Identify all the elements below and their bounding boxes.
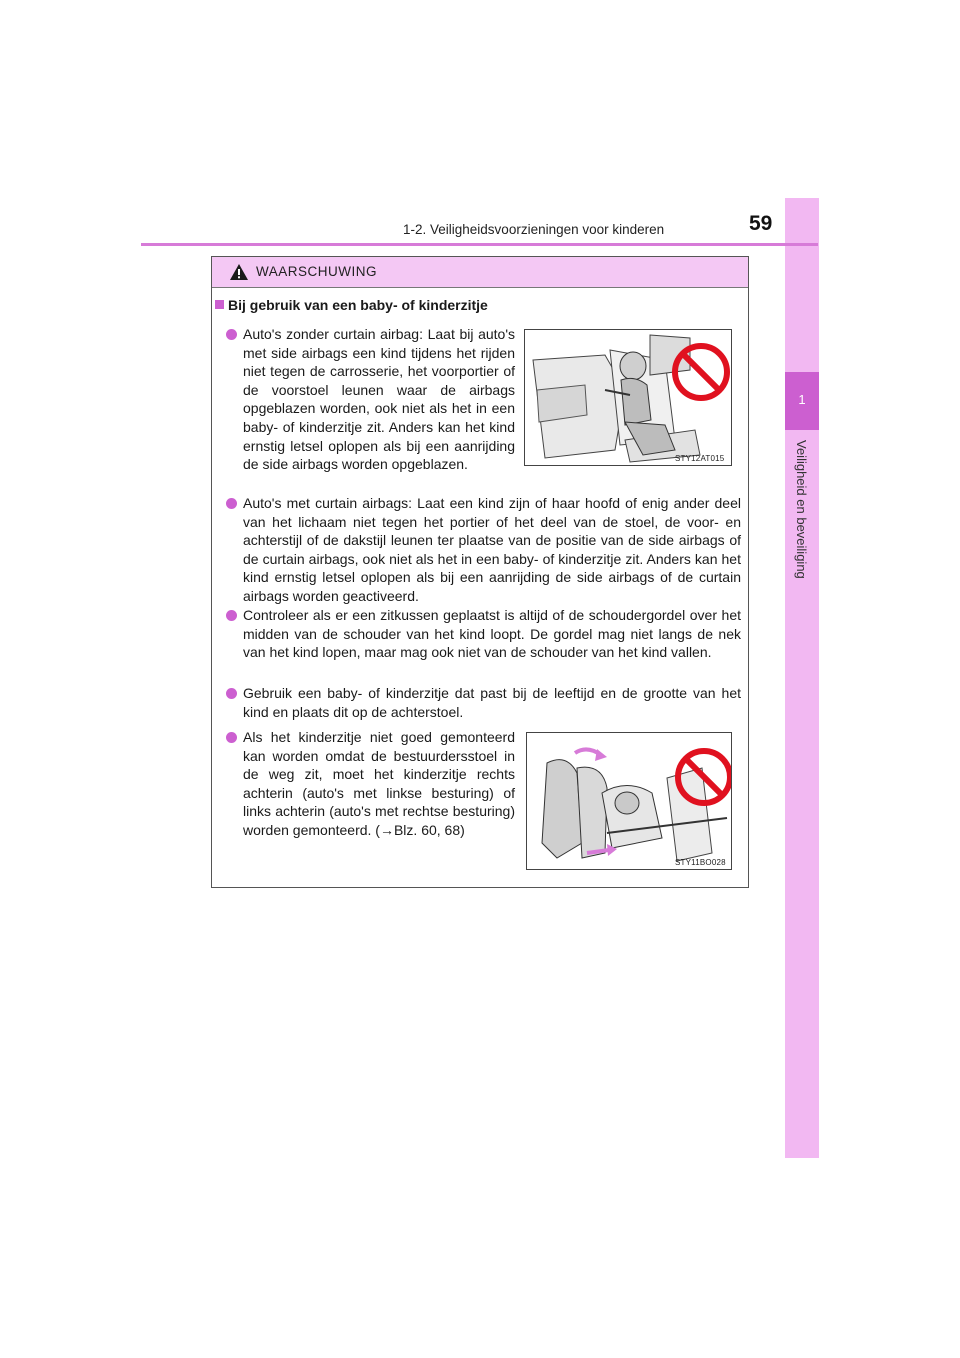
warning-header — [212, 257, 748, 288]
warning-triangle-icon — [229, 263, 249, 281]
warning-bullet-1 — [243, 325, 515, 474]
chapter-number: 1 — [798, 392, 806, 407]
bullet-dot-icon — [226, 610, 237, 621]
bullet-text: Gebruik een baby- of kinderzitje dat past bij de leeftijd en de grootte van het kind en plaats dit op de achterstoel. — [243, 685, 741, 720]
figure-child-seat-behind-driver — [526, 732, 732, 870]
section-heading: 1-2. Veiligheidsvoorzieningen voor kinderen — [403, 222, 665, 237]
warning-bullet-3 — [243, 606, 741, 662]
chapter-title-wrap — [785, 440, 819, 740]
rear-facing-seat-illustration — [527, 733, 732, 870]
bullet-text: Auto's zonder curtain airbag: Laat bij auto's met side airbags een kind tijdens het rijden niet tegen de carrosserie, het voorportier of de voorstoel leunen waar de airbags opgeblazen worden, ook niet als het in een baby- of kinderzitje zit. Anders kan het kind ernstig letsel oplopen als bij een aanrijding de side airbags worden opgeblazen. — [243, 326, 515, 473]
bullet-text: Als het kinderzitje niet goed gemonteerd kan worden omdat de bestuurdersstoel in de weg zit, moet het kinderzitje rechts achterin (auto's met linkse besturing) of links achterin (auto's met rechtse besturing) worden gemonteerd. (→Blz. 60, 68) — [243, 729, 515, 838]
warning-bullet-5 — [243, 728, 515, 840]
warning-bullet-4 — [243, 684, 741, 721]
page-number: 59 — [749, 212, 773, 235]
figure-code: STY12AT015 — [675, 454, 725, 463]
bullet-text: Controleer als er een zitkussen geplaatst is altijd of de schoudergordel over het midden van de schouder van het kind loopt. De gordel mag niet langs de nek van het kind lopen, maar mag ook niet van de schouder van het kind vallen. — [243, 607, 741, 661]
figure-code: STY11BO028 — [675, 858, 726, 867]
warning-section-title-text: Bij gebruik van een baby- of kinderzitje — [228, 297, 488, 313]
warning-section-title — [215, 297, 488, 313]
bullet-dot-icon — [226, 688, 237, 699]
bullet-dot-icon — [226, 498, 237, 509]
bullet-dot-icon — [226, 329, 237, 340]
warning-title: WAARSCHUWING — [256, 264, 377, 279]
warning-bullet-2 — [243, 494, 741, 606]
figure-child-leaning-door — [524, 329, 732, 466]
chapter-title: Veiligheid en beveiliging — [794, 440, 809, 579]
square-bullet-icon — [215, 300, 224, 309]
child-leaning-on-door-illustration — [525, 330, 732, 466]
bullet-dot-icon — [226, 732, 237, 743]
bullet-text: Auto's met curtain airbags: Laat een kind zijn of haar hoofd of enig ander deel van het lichaam niet tegen het portier of het deel van de stoel, de voor- en achterstijl of de dakstijl leunen ter plaatse van de positie van de side airbags of de curtain airbags, ook niet als het in een baby- of kinderzitje zit. Anders kan het kind ernstig letsel oplopen als bij een aanrijding de side airbags of de curtain airbags worden geactiveerd. — [243, 495, 741, 604]
header-rule — [141, 243, 818, 246]
